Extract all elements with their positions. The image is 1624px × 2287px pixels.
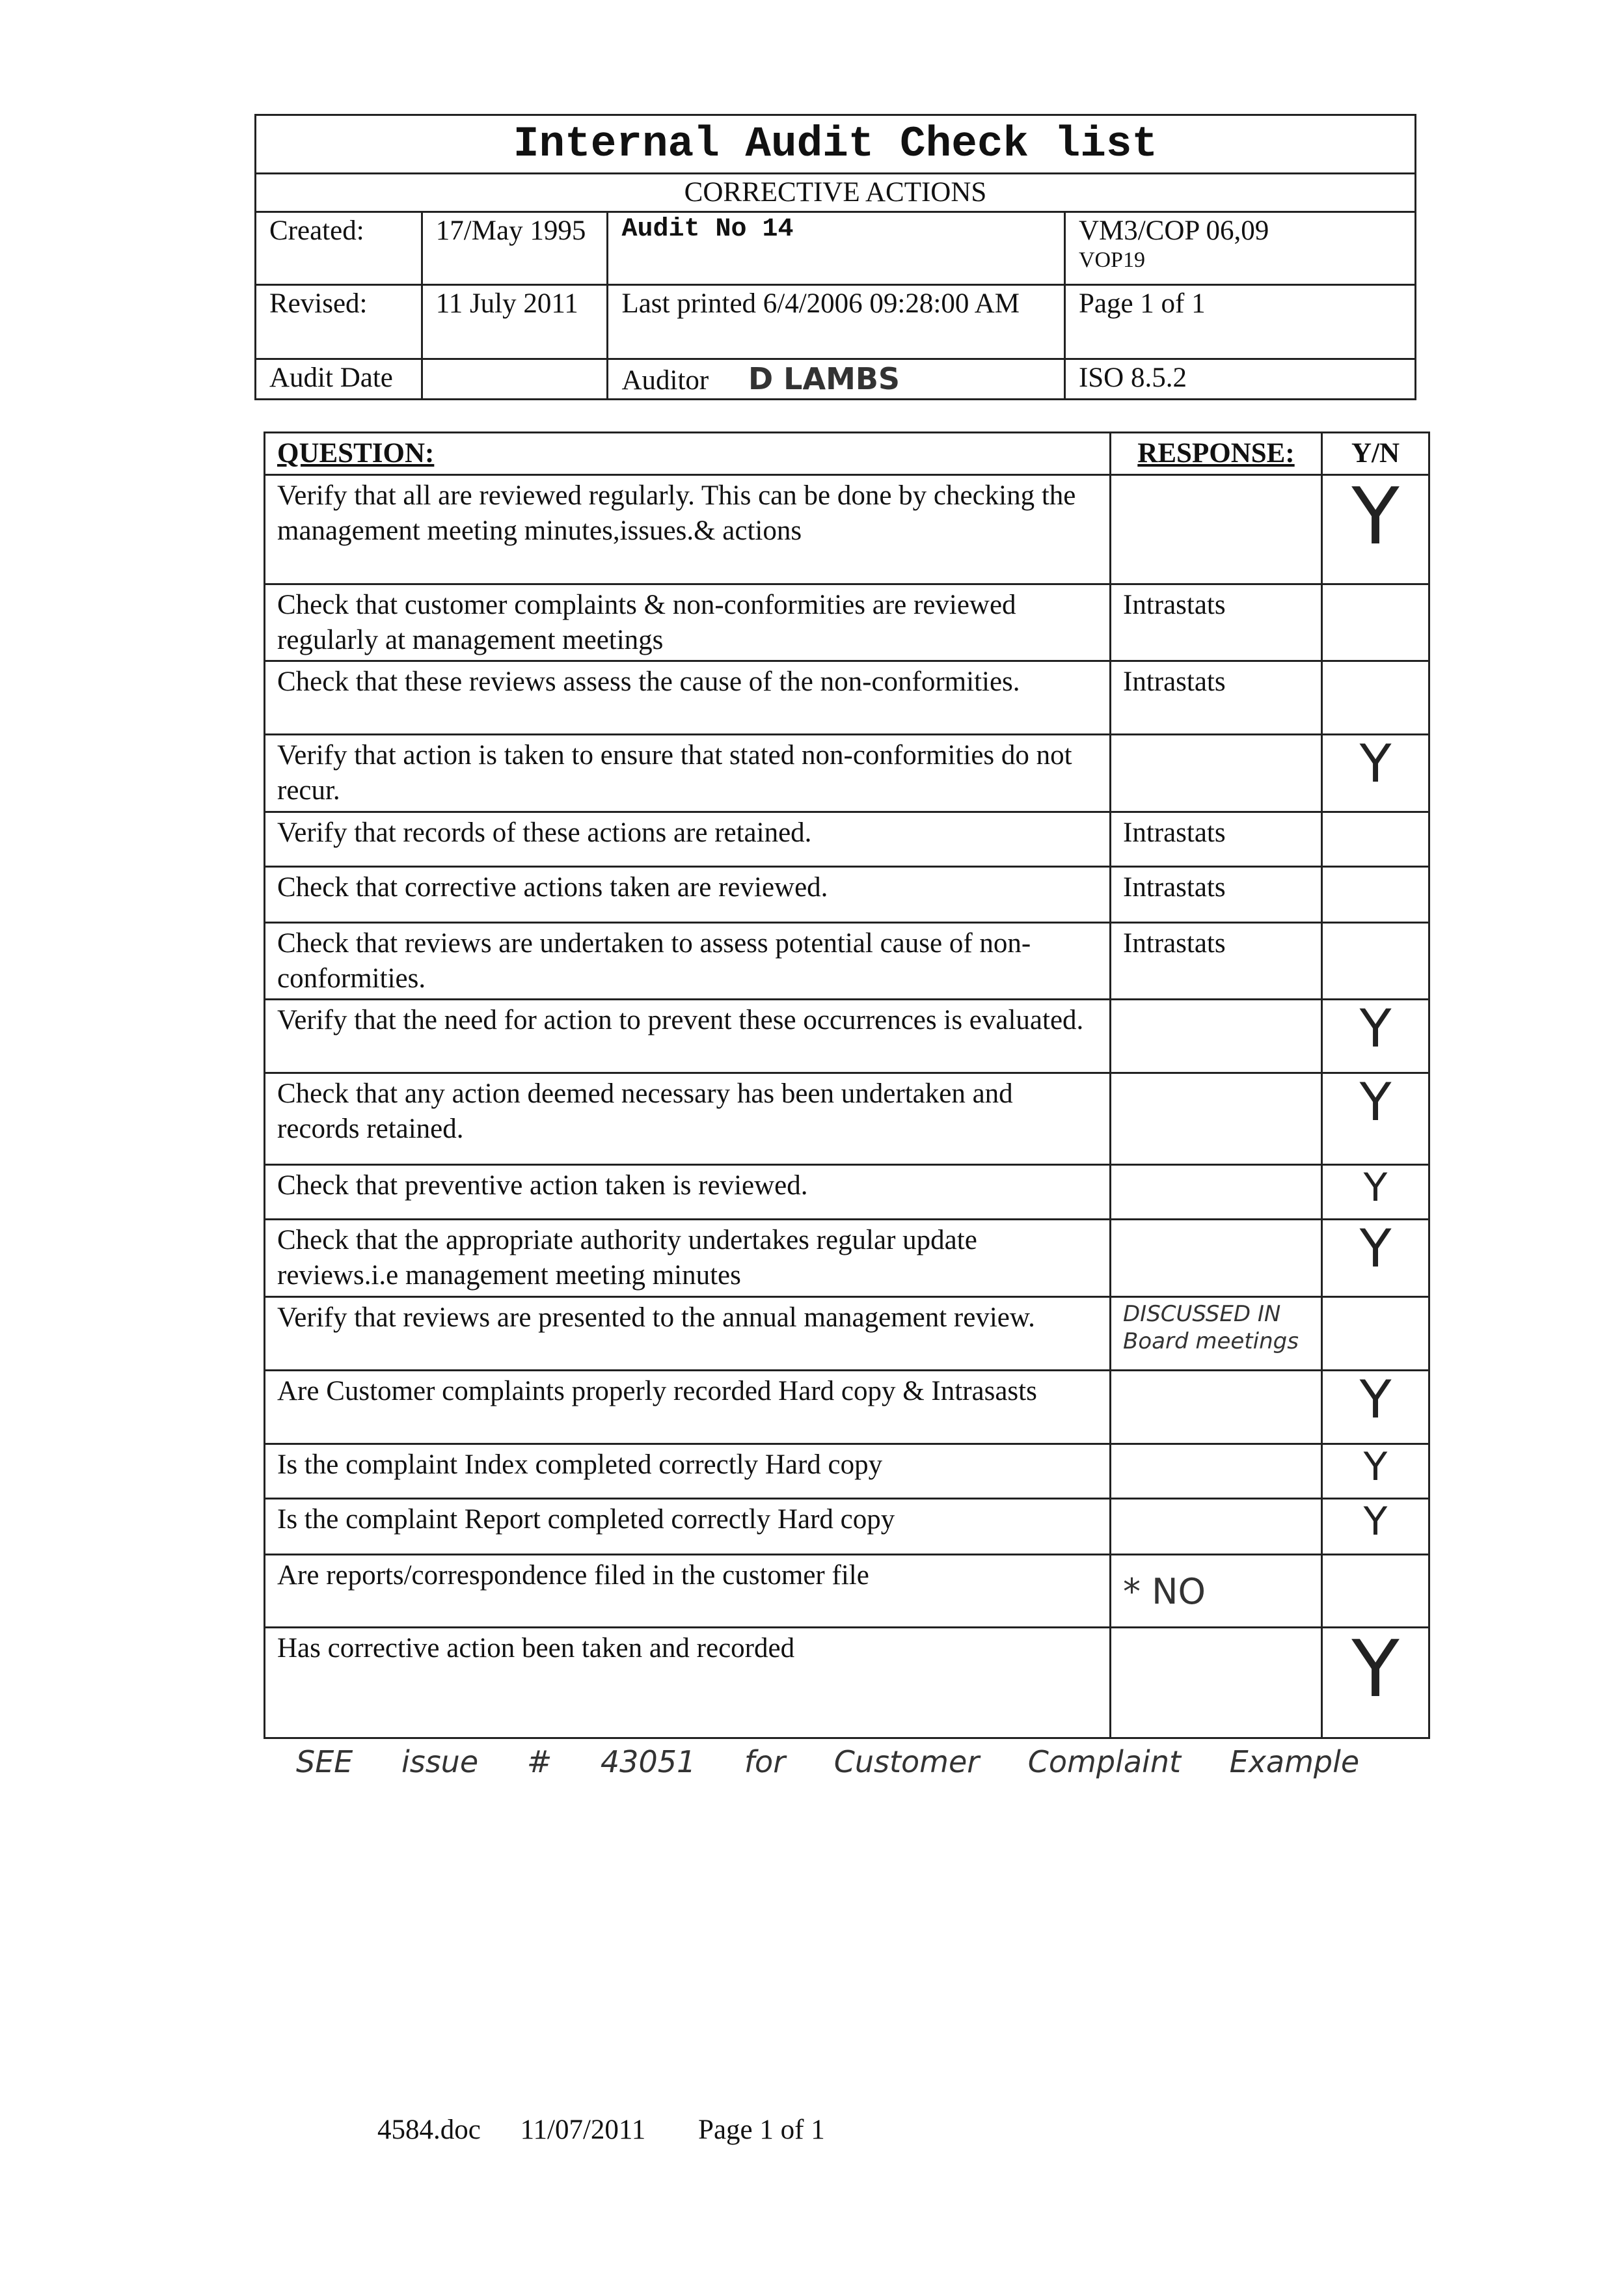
checkmark-icon: Y	[1359, 998, 1392, 1060]
question-text: Verify that action is taken to ensure that stated non-conformities do not recur.	[265, 735, 1111, 812]
yn-mark	[1322, 584, 1429, 661]
response-header: RESPONSE:	[1111, 433, 1322, 475]
table-row	[265, 735, 1429, 812]
checkmark-icon: Y	[1351, 1624, 1400, 1715]
created-value: 17/May 1995	[422, 212, 608, 284]
question-text: Are Customer complaints properly recorded Hard copy & Intrasasts	[265, 1370, 1111, 1444]
yn-mark	[1322, 1000, 1429, 1073]
footer-date: 11/07/2011	[520, 2115, 646, 2145]
checkmark-icon: Y	[1363, 1165, 1388, 1211]
response-text: DISCUSSED IN Board meetings	[1111, 1296, 1322, 1370]
table-row	[265, 1444, 1429, 1498]
question-text: Check that corrective actions taken are reviewed.	[265, 866, 1111, 922]
checkmark-icon: Y	[1363, 1444, 1388, 1490]
table-row	[265, 1220, 1429, 1297]
table-row	[265, 1296, 1429, 1370]
question-text: Is the complaint Index completed correctly Hard copy	[265, 1444, 1111, 1498]
response-text: * NO	[1111, 1554, 1322, 1627]
table-row	[265, 1554, 1429, 1627]
yn-mark	[1322, 812, 1429, 866]
footer-page: Page 1 of 1	[698, 2115, 825, 2145]
audit-date-label: Audit Date	[256, 359, 422, 400]
table-row	[265, 1073, 1429, 1165]
question-text: Verify that records of these actions are retained.	[265, 812, 1111, 866]
yn-mark	[1322, 1444, 1429, 1498]
checkmark-icon: Y	[1359, 1218, 1392, 1280]
yn-mark	[1322, 1220, 1429, 1297]
question-text: Is the complaint Report completed correctly Hard copy	[265, 1498, 1111, 1554]
question-text: Check that the appropriate authority undertakes regular update reviews.i.e management meeting minutes	[265, 1220, 1111, 1297]
document-title: Internal Audit Check list	[256, 115, 1416, 174]
yn-mark	[1322, 735, 1429, 812]
question-text: Check that reviews are undertaken to assess potential cause of non-conformities.	[265, 922, 1111, 1000]
audit-number: Audit No 14	[608, 212, 1065, 284]
auditor-cell	[608, 359, 1065, 400]
question-text: Check that these reviews assess the cause of the non-conformities.	[265, 661, 1111, 735]
created-label: Created:	[256, 212, 422, 284]
doc-ref-sub: VOP19	[1078, 248, 1145, 273]
yn-mark	[1322, 1498, 1429, 1554]
response-text: Intrastats	[1111, 866, 1322, 922]
yn-mark	[1322, 1296, 1429, 1370]
question-header: QUESTION:	[265, 433, 1111, 475]
response-text	[1111, 1627, 1322, 1738]
response-text	[1111, 1370, 1322, 1444]
yn-mark	[1322, 661, 1429, 735]
question-text: Verify that the need for action to prevent these occurrences is evaluated.	[265, 1000, 1111, 1073]
doc-ref-cell	[1064, 212, 1415, 284]
yn-mark	[1322, 1073, 1429, 1165]
header-table	[254, 114, 1416, 400]
revised-value: 11 July 2011	[422, 284, 608, 359]
table-row	[265, 922, 1429, 1000]
page-count: Page 1 of 1	[1064, 284, 1415, 359]
table-row	[265, 1498, 1429, 1554]
response-text: Intrastats	[1111, 661, 1322, 735]
response-text	[1111, 1498, 1322, 1554]
yn-mark	[1322, 1165, 1429, 1220]
yn-mark	[1322, 922, 1429, 1000]
yn-mark	[1322, 1370, 1429, 1444]
checkmark-icon: Y	[1359, 733, 1392, 795]
response-text	[1111, 1444, 1322, 1498]
table-row	[265, 661, 1429, 735]
iso-ref: ISO 8.5.2	[1064, 359, 1415, 400]
table-row	[265, 1165, 1429, 1220]
response-text	[1111, 1220, 1322, 1297]
yn-mark	[1322, 1554, 1429, 1627]
question-text: Are reports/correspondence filed in the customer file	[265, 1554, 1111, 1627]
question-text: Verify that all are reviewed regularly. This can be done by checking the management meeting minutes,issues.& actions	[265, 474, 1111, 584]
audit-date-value	[422, 359, 608, 400]
table-row	[265, 1627, 1429, 1738]
response-text: Intrastats	[1111, 584, 1322, 661]
doc-ref: VM3/COP 06,09	[1078, 215, 1269, 246]
table-row	[265, 584, 1429, 661]
question-text: Has corrective action been taken and recorded	[265, 1627, 1111, 1738]
auditor-signature: D LAMBS	[748, 361, 900, 396]
question-text: Check that customer complaints & non-conformities are reviewed regularly at management meetings	[265, 584, 1111, 661]
table-row	[265, 474, 1429, 584]
checkmark-icon: Y	[1359, 1369, 1392, 1430]
question-text: Check that any action deemed necessary has been undertaken and records retained.	[265, 1073, 1111, 1165]
auditor-label: Auditor	[621, 364, 709, 396]
yn-mark	[1322, 471, 1429, 584]
response-text	[1111, 1000, 1322, 1073]
response-text	[1111, 735, 1322, 812]
table-row	[265, 1000, 1429, 1073]
yn-mark	[1322, 1624, 1429, 1738]
response-text	[1111, 1165, 1322, 1220]
yn-header: Y/N	[1322, 433, 1429, 475]
question-text: Verify that reviews are presented to the annual management review.	[265, 1296, 1111, 1370]
response-text: Intrastats	[1111, 812, 1322, 866]
handwritten-note: SEE issue # 43051 for Customer Complaint Example	[296, 1744, 1360, 1779]
response-text	[1111, 1073, 1322, 1165]
response-text	[1111, 474, 1322, 584]
revised-label: Revised:	[256, 284, 422, 359]
response-text: Intrastats	[1111, 922, 1322, 1000]
last-printed: Last printed 6/4/2006 09:28:00 AM	[608, 284, 1065, 359]
document-subtitle: CORRECTIVE ACTIONS	[256, 174, 1416, 212]
table-row	[265, 812, 1429, 866]
checkmark-icon: Y	[1363, 1498, 1388, 1544]
question-text: Check that preventive action taken is reviewed.	[265, 1165, 1111, 1220]
table-row	[265, 1370, 1429, 1444]
checkmark-icon: Y	[1351, 471, 1400, 562]
checkmark-icon: Y	[1359, 1072, 1392, 1133]
table-row	[265, 866, 1429, 922]
question-table	[264, 431, 1430, 1739]
footer-filename: 4584.doc	[377, 2115, 481, 2145]
footer	[377, 2114, 825, 2146]
yn-mark	[1322, 866, 1429, 922]
